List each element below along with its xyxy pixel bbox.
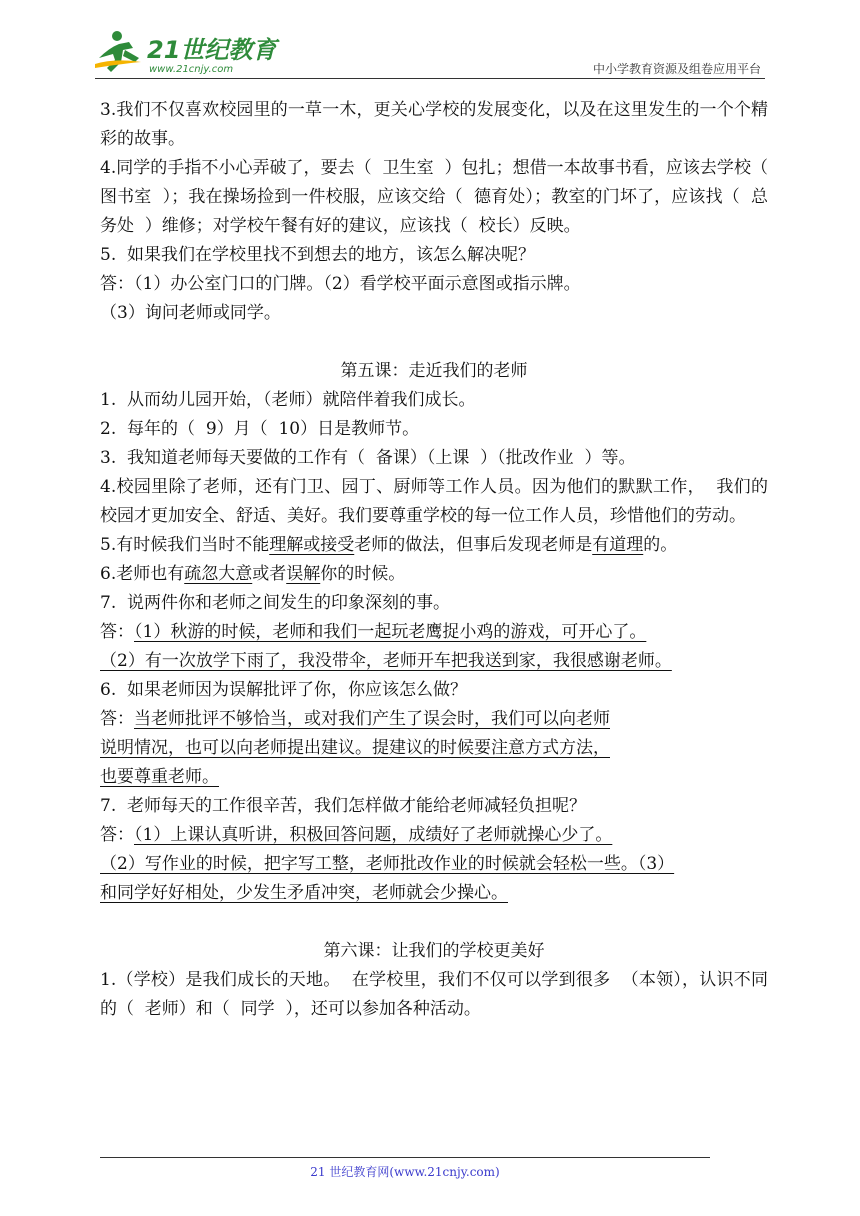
logo-21cnjy: [95, 28, 355, 76]
lesson5-answer-8-line3: 也要尊重老师。: [100, 767, 219, 787]
lesson4-item-5: 5. 如果我们在学校里找不到想去的地方，该怎么解决呢？: [100, 245, 536, 265]
lesson5-title: 第五课：走近我们的老师: [340, 361, 528, 381]
lesson6-item-1: 1.（学校）是我们成长的天地。 在学校里，我们不仅可以学到很多 （本领），认识不同的（ 老师）和（ 同学 ），还可以参加各种活动。: [100, 970, 768, 1019]
document-body: [100, 96, 779, 1024]
footer-divider: [100, 1157, 710, 1158]
lesson5-answer-8-line2: 说明情况，也可以向老师提出建议。提建议的时候要注意方式方法，: [100, 738, 610, 758]
lesson5-item-2: 2. 每年的（ 9）月（ 10）日是教师节。: [100, 419, 420, 439]
footer-source: 21 世纪教育网(www.21cnjy.com): [310, 1165, 500, 1179]
running-figure-icon: [95, 31, 141, 72]
lesson5-answer-9-line3: 和同学好好相处，少发生矛盾冲突，老师就会少操心。: [100, 883, 508, 903]
lesson4-item-3: 3.我们不仅喜欢校园里的一草一木，更关心学校的发展变化，以及在这里发生的一个个精彩的故事。: [100, 100, 768, 149]
lesson5-item-5: 5.有时候我们当时不能理解或接受老师的做法，但事后发现老师是有道理的。: [100, 535, 678, 555]
page-header: [95, 22, 765, 80]
lesson4-item-4: 4.同学的手指不小心弄破了，要去（ 卫生室 ）包扎；想借一本故事书看，应该去学校（ 图书室 ）；我在操场捡到一件校服，应该交给（ 德育处）；教室的门坏了，应该找（ 总务处 ）维修；对学校午餐有好的建议，应该找（ 校长）反映。: [100, 158, 779, 236]
logo-brand: 21世纪教育: [147, 36, 277, 64]
underlined-answer: 疏忽大意: [184, 564, 253, 584]
lesson5-answer-7-line2: （2）有一次放学下雨了，我没带伞，老师开车把我送到家，我很感谢老师。: [100, 651, 672, 671]
lesson5-answer-8-line1: 答：当老师批评不够恰当，或对我们产生了误会时，我们可以向老师: [100, 709, 610, 729]
lesson5-answer-9-line1: 答：（1）上课认真听讲，积极回答问题，成绩好了老师就操心少了。: [100, 825, 613, 845]
lesson5-item-6: 6.老师也有疏忽大意或者误解你的时候。: [100, 564, 406, 584]
underlined-answer: 有道理: [592, 535, 644, 555]
header-divider: [95, 78, 765, 79]
lesson5-answer-7-line1: 答：（1）秋游的时候，老师和我们一起玩老鹰捉小鸡的游戏，可开心了。: [100, 622, 647, 642]
underlined-answer: 误解: [286, 564, 321, 584]
lesson5-answer-9-line2: （2）写作业的时候，把字写工整，老师批改作业的时候就会轻松一些。（3）: [100, 854, 675, 874]
lesson5-item-4: 4.校园里除了老师，还有门卫、园丁、厨师等工作人员。因为他们的默默工作， 我们的校园才更加安全、舒适、美好。我们要尊重学校的每一位工作人员，珍惜他们的劳动。: [100, 477, 768, 526]
lesson5-item-7: 7. 说两件你和老师之间发生的印象深刻的事。: [100, 593, 451, 613]
underlined-answer: 理解或接受: [269, 535, 355, 555]
lesson5-item-3: 3. 我知道老师每天要做的工作有（ 备课）（上课 ）（批改作业 ）等。: [100, 448, 636, 468]
lesson5-item-9: 7. 老师每天的工作很辛苦，我们怎样做才能给老师减轻负担呢？: [100, 796, 587, 816]
lesson6-title: 第六课：让我们的学校更美好: [323, 941, 545, 961]
platform-name: 中小学教育资源及组卷应用平台: [592, 62, 761, 76]
lesson5-item-8: 6. 如果老师因为误解批评了你，你应该怎么做？: [100, 680, 468, 700]
lesson5-item-1: 1. 从而幼儿园开始，（老师）就陪伴着我们成长。: [100, 390, 476, 410]
lesson4-answer-5-line2: （3）询问老师或同学。: [100, 303, 281, 323]
lesson4-answer-5-line1: 答：（1）办公室门口的门牌。（2）看学校平面示意图或指示牌。: [100, 274, 581, 294]
logo-url: www.21cnjy.com: [149, 64, 234, 75]
